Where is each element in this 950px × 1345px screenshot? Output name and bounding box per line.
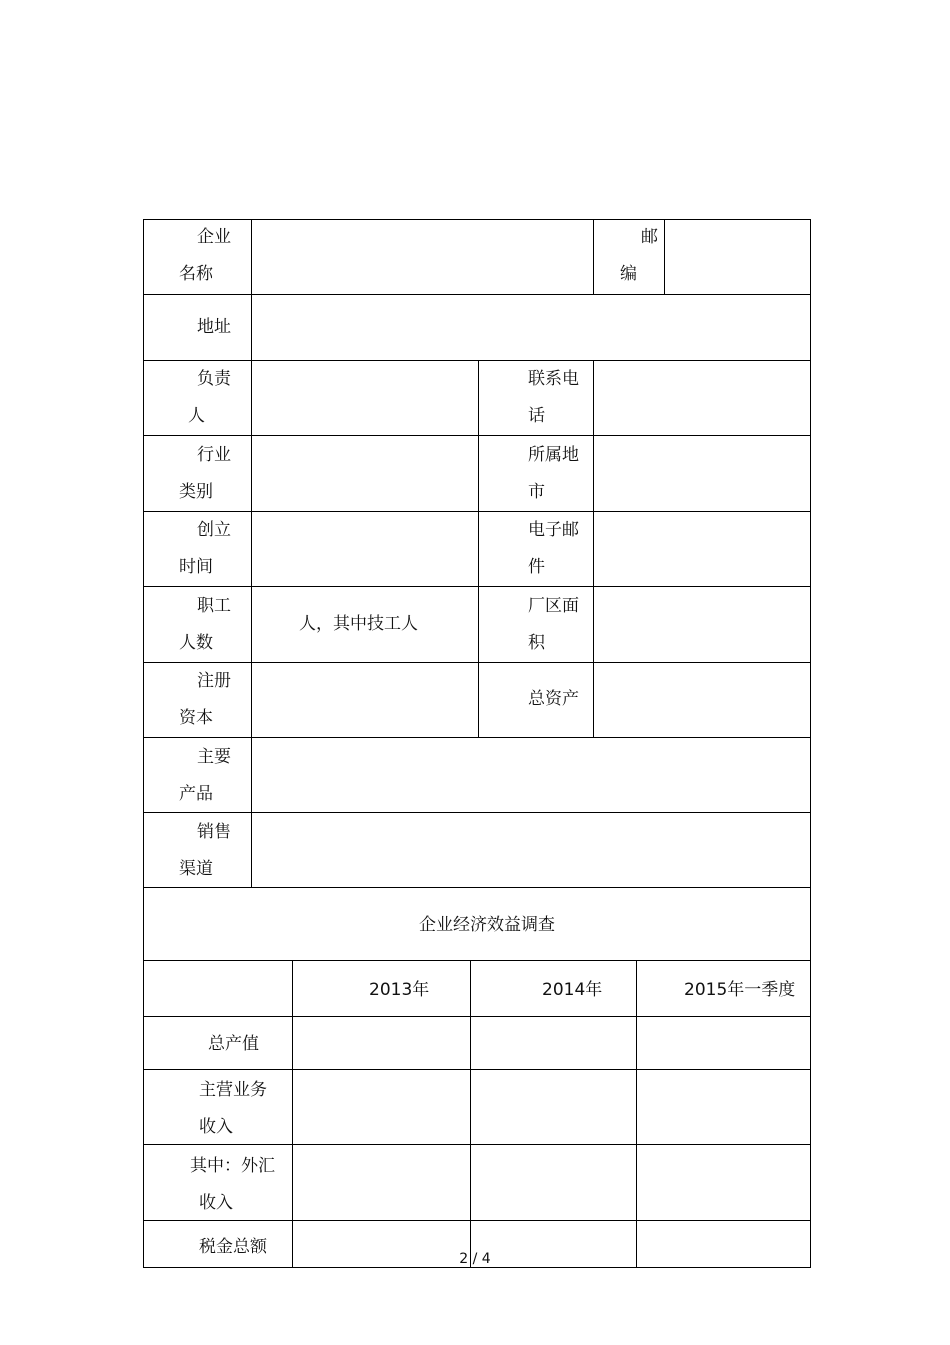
contact-phone-label-line2: 话 [528,406,545,426]
plant-area-field[interactable] [594,587,810,662]
industry-field[interactable] [252,436,478,511]
founded-field[interactable] [252,512,478,586]
column-divider [593,219,594,295]
row-label-main-revenue-line1: 主营业务 [199,1080,267,1100]
email-field[interactable] [594,512,810,586]
row-divider [143,960,811,961]
sales-channels-label-line2: 渠道 [179,859,213,879]
column-header-2015q1: 2015年一季度 [684,980,796,1000]
cell-total-output-2014[interactable] [471,1017,636,1069]
company-name-label-line1: 企业 [197,227,231,247]
registered-capital-field[interactable] [252,663,478,737]
main-products-label-line2: 产品 [179,784,213,804]
person-in-charge-label-line2: 人 [188,406,205,426]
column-header-2013: 2013年 [369,980,430,1000]
employees-field[interactable] [252,587,478,662]
plant-area-label-line1: 厂区面 [528,596,579,616]
row-label-main-revenue-line2: 收入 [199,1117,233,1137]
postcode-label-line1: 邮 [641,227,658,247]
table-border-right [810,219,811,1268]
total-assets-label: 总资产 [528,689,579,709]
person-in-charge-field[interactable] [252,361,478,435]
email-label-line1: 电子邮 [528,520,579,540]
row-label-forex-revenue-line1: 其中：外汇 [190,1156,275,1176]
plant-area-label-line2: 积 [528,633,545,653]
column-divider [478,360,479,738]
column-header-2014: 2014年 [542,980,603,1000]
cell-main-revenue-2014[interactable] [471,1070,636,1144]
address-label: 地址 [197,317,231,337]
row-divider [143,887,811,888]
main-products-label-line1: 主要 [197,747,231,767]
row-label-forex-revenue-line2: 收入 [199,1193,233,1213]
cell-total-output-2013[interactable] [293,1017,470,1069]
page-number: 2 / 4 [459,1251,491,1267]
city-field[interactable] [594,436,810,511]
company-name-field[interactable] [252,220,593,294]
postcode-field[interactable] [665,220,810,294]
cell-total-output-2015q1[interactable] [637,1017,810,1069]
industry-label-line1: 行业 [197,445,231,465]
cell-main-revenue-2015q1[interactable] [637,1070,810,1144]
employees-label-line2: 人数 [179,633,213,653]
address-field[interactable] [252,295,810,360]
cell-forex-revenue-2014[interactable] [471,1145,636,1220]
employees-label-line1: 职工 [197,596,231,616]
founded-label-line1: 创立 [197,520,231,540]
contact-phone-field[interactable] [594,361,810,435]
main-products-field[interactable] [252,738,810,812]
registered-capital-label-line2: 资本 [179,708,213,728]
postcode-label-line2: 编 [620,264,637,284]
table-border-left [143,219,144,1268]
city-label-line1: 所属地 [528,445,579,465]
registered-capital-label-line1: 注册 [197,671,231,691]
cell-forex-revenue-2015q1[interactable] [637,1145,810,1220]
sales-channels-field[interactable] [252,813,810,887]
cell-forex-revenue-2013[interactable] [293,1145,470,1220]
survey-title: 企业经济效益调查 [419,915,555,935]
company-name-label-line2: 名称 [179,264,213,284]
row-label-total-output: 总产值 [208,1034,259,1054]
cell-main-revenue-2013[interactable] [293,1070,470,1144]
industry-label-line2: 类别 [179,482,213,502]
person-in-charge-label-line1: 负责 [197,369,231,389]
email-label-line2: 件 [528,557,545,577]
city-label-line2: 市 [528,482,545,502]
total-assets-field[interactable] [594,663,810,737]
sales-channels-label-line1: 销售 [197,822,231,842]
employees-value: 人，其中技工人 [299,614,418,634]
table-border-bottom [143,1267,811,1268]
row-label-total-tax: 税金总额 [199,1237,267,1257]
contact-phone-label-line1: 联系电 [528,369,579,389]
founded-label-line2: 时间 [179,557,213,577]
